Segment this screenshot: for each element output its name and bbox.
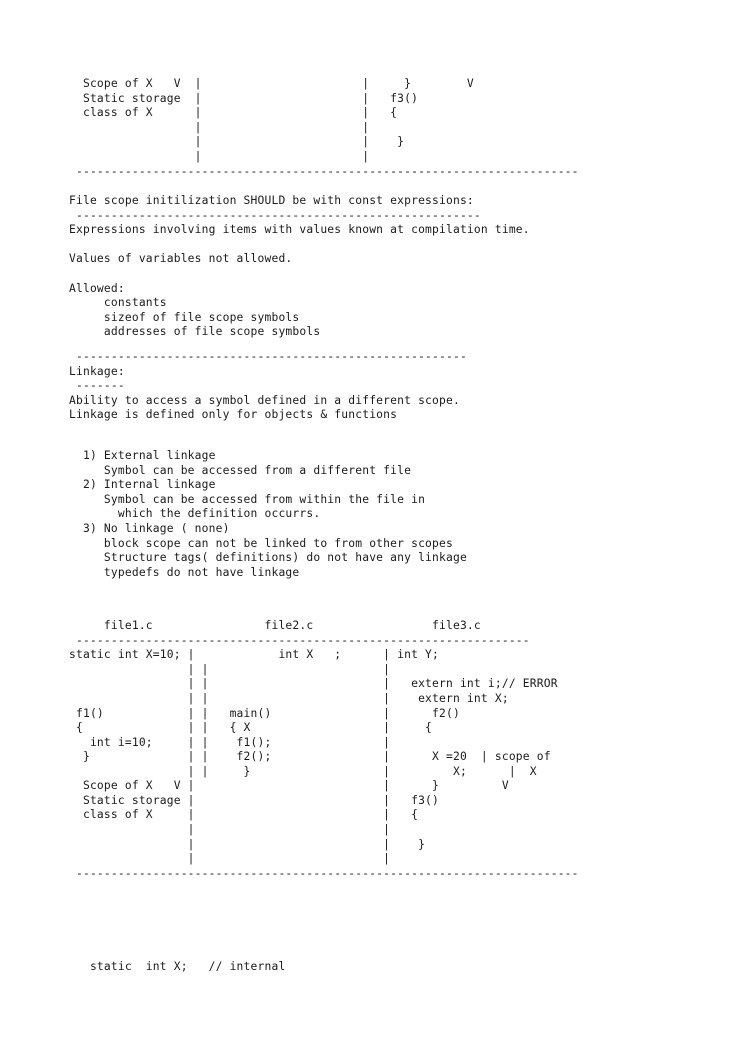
- list-item-detail: Symbol can be accessed from within the file in: [69, 492, 426, 506]
- text-line: [69, 267, 530, 282]
- horizontal-rule: --------------------------------------------------------: [69, 350, 467, 364]
- table-row: { | | { X | {: [69, 721, 433, 735]
- text-line: class of X | | {: [69, 106, 398, 120]
- table-row: static int X=10; | int X ; | int Y;: [69, 648, 440, 662]
- table-row: | | |: [69, 662, 391, 676]
- section-heading: File scope initilization SHOULD be with const expressions:: [69, 194, 474, 208]
- table-row: int i=10; | | f1(); |: [69, 735, 391, 749]
- list-item-detail: which the definition occurrs.: [69, 507, 321, 521]
- table-row: | | } | X; | X: [69, 764, 537, 778]
- list-item-detail: typedefs do not have linkage: [69, 565, 300, 579]
- text-line: sizeof of file scope symbols: [69, 310, 300, 324]
- code-line: static int X; // internal: [69, 960, 286, 974]
- text-line: [69, 238, 530, 253]
- text-line: | |: [69, 120, 370, 134]
- text-line: Expressions involving items with values known at compilation time.: [69, 223, 530, 237]
- horizontal-rule: ----------------------------------------------------------: [69, 208, 481, 222]
- file-scope-initialization-section: [69, 194, 530, 339]
- text-line: Allowed:: [69, 281, 125, 295]
- horizontal-rule: -----------------------------------------------------------------: [69, 633, 530, 647]
- table-header-row: file1.c file2.c file3.c: [69, 619, 481, 633]
- text-line: Values of variables not allowed.: [69, 252, 293, 266]
- linkage-rules-list: [69, 449, 467, 580]
- table-row: Scope of X V | | } V: [69, 779, 509, 793]
- list-item-detail: block scope can not be linked to from other scopes: [69, 536, 453, 550]
- text-line: Ability to access a symbol defined in a different scope.: [69, 393, 460, 407]
- list-item: 1) External linkage: [69, 449, 216, 463]
- text-line: Static storage | | f3(): [69, 91, 419, 105]
- text-line: Linkage is defined only for objects & functions: [69, 408, 398, 422]
- table-row: | |: [69, 822, 391, 836]
- table-row: | | | extern int X;: [69, 692, 509, 706]
- table-row: | | }: [69, 837, 426, 851]
- list-item: 2) Internal linkage: [69, 478, 216, 492]
- table-row: Static storage | | f3(): [69, 793, 440, 807]
- horizontal-rule: -------: [69, 379, 125, 393]
- text-line: constants: [69, 296, 167, 310]
- table-row: f1() | | main() | f2(): [69, 706, 460, 720]
- text-line: addresses of file scope symbols: [69, 325, 321, 339]
- file-comparison-table: [69, 619, 579, 881]
- table-row: class of X | | {: [69, 808, 419, 822]
- linkage-section: [69, 350, 467, 423]
- footer-code-example: [69, 960, 285, 975]
- text-line: Scope of X V | | } V: [69, 77, 474, 91]
- text-line: | | }: [69, 135, 405, 149]
- horizontal-rule: ------------------------------------------------------------------------: [69, 866, 579, 880]
- table-row: | | | extern int i;// ERROR: [69, 677, 558, 691]
- list-item-detail: Symbol can be accessed from a different file: [69, 463, 412, 477]
- section-heading: Linkage:: [69, 364, 125, 378]
- table-row: | |: [69, 852, 391, 866]
- table-row: } | | f2(); | X =20 | scope of: [69, 750, 551, 764]
- horizontal-rule: ------------------------------------------------------------------------: [69, 164, 579, 178]
- list-item-detail: Structure tags( definitions) do not have any linkage: [69, 551, 467, 565]
- scope-storage-diagram-block: [69, 77, 579, 179]
- text-line: | |: [69, 150, 370, 164]
- list-item: 3) No linkage ( none): [69, 522, 230, 536]
